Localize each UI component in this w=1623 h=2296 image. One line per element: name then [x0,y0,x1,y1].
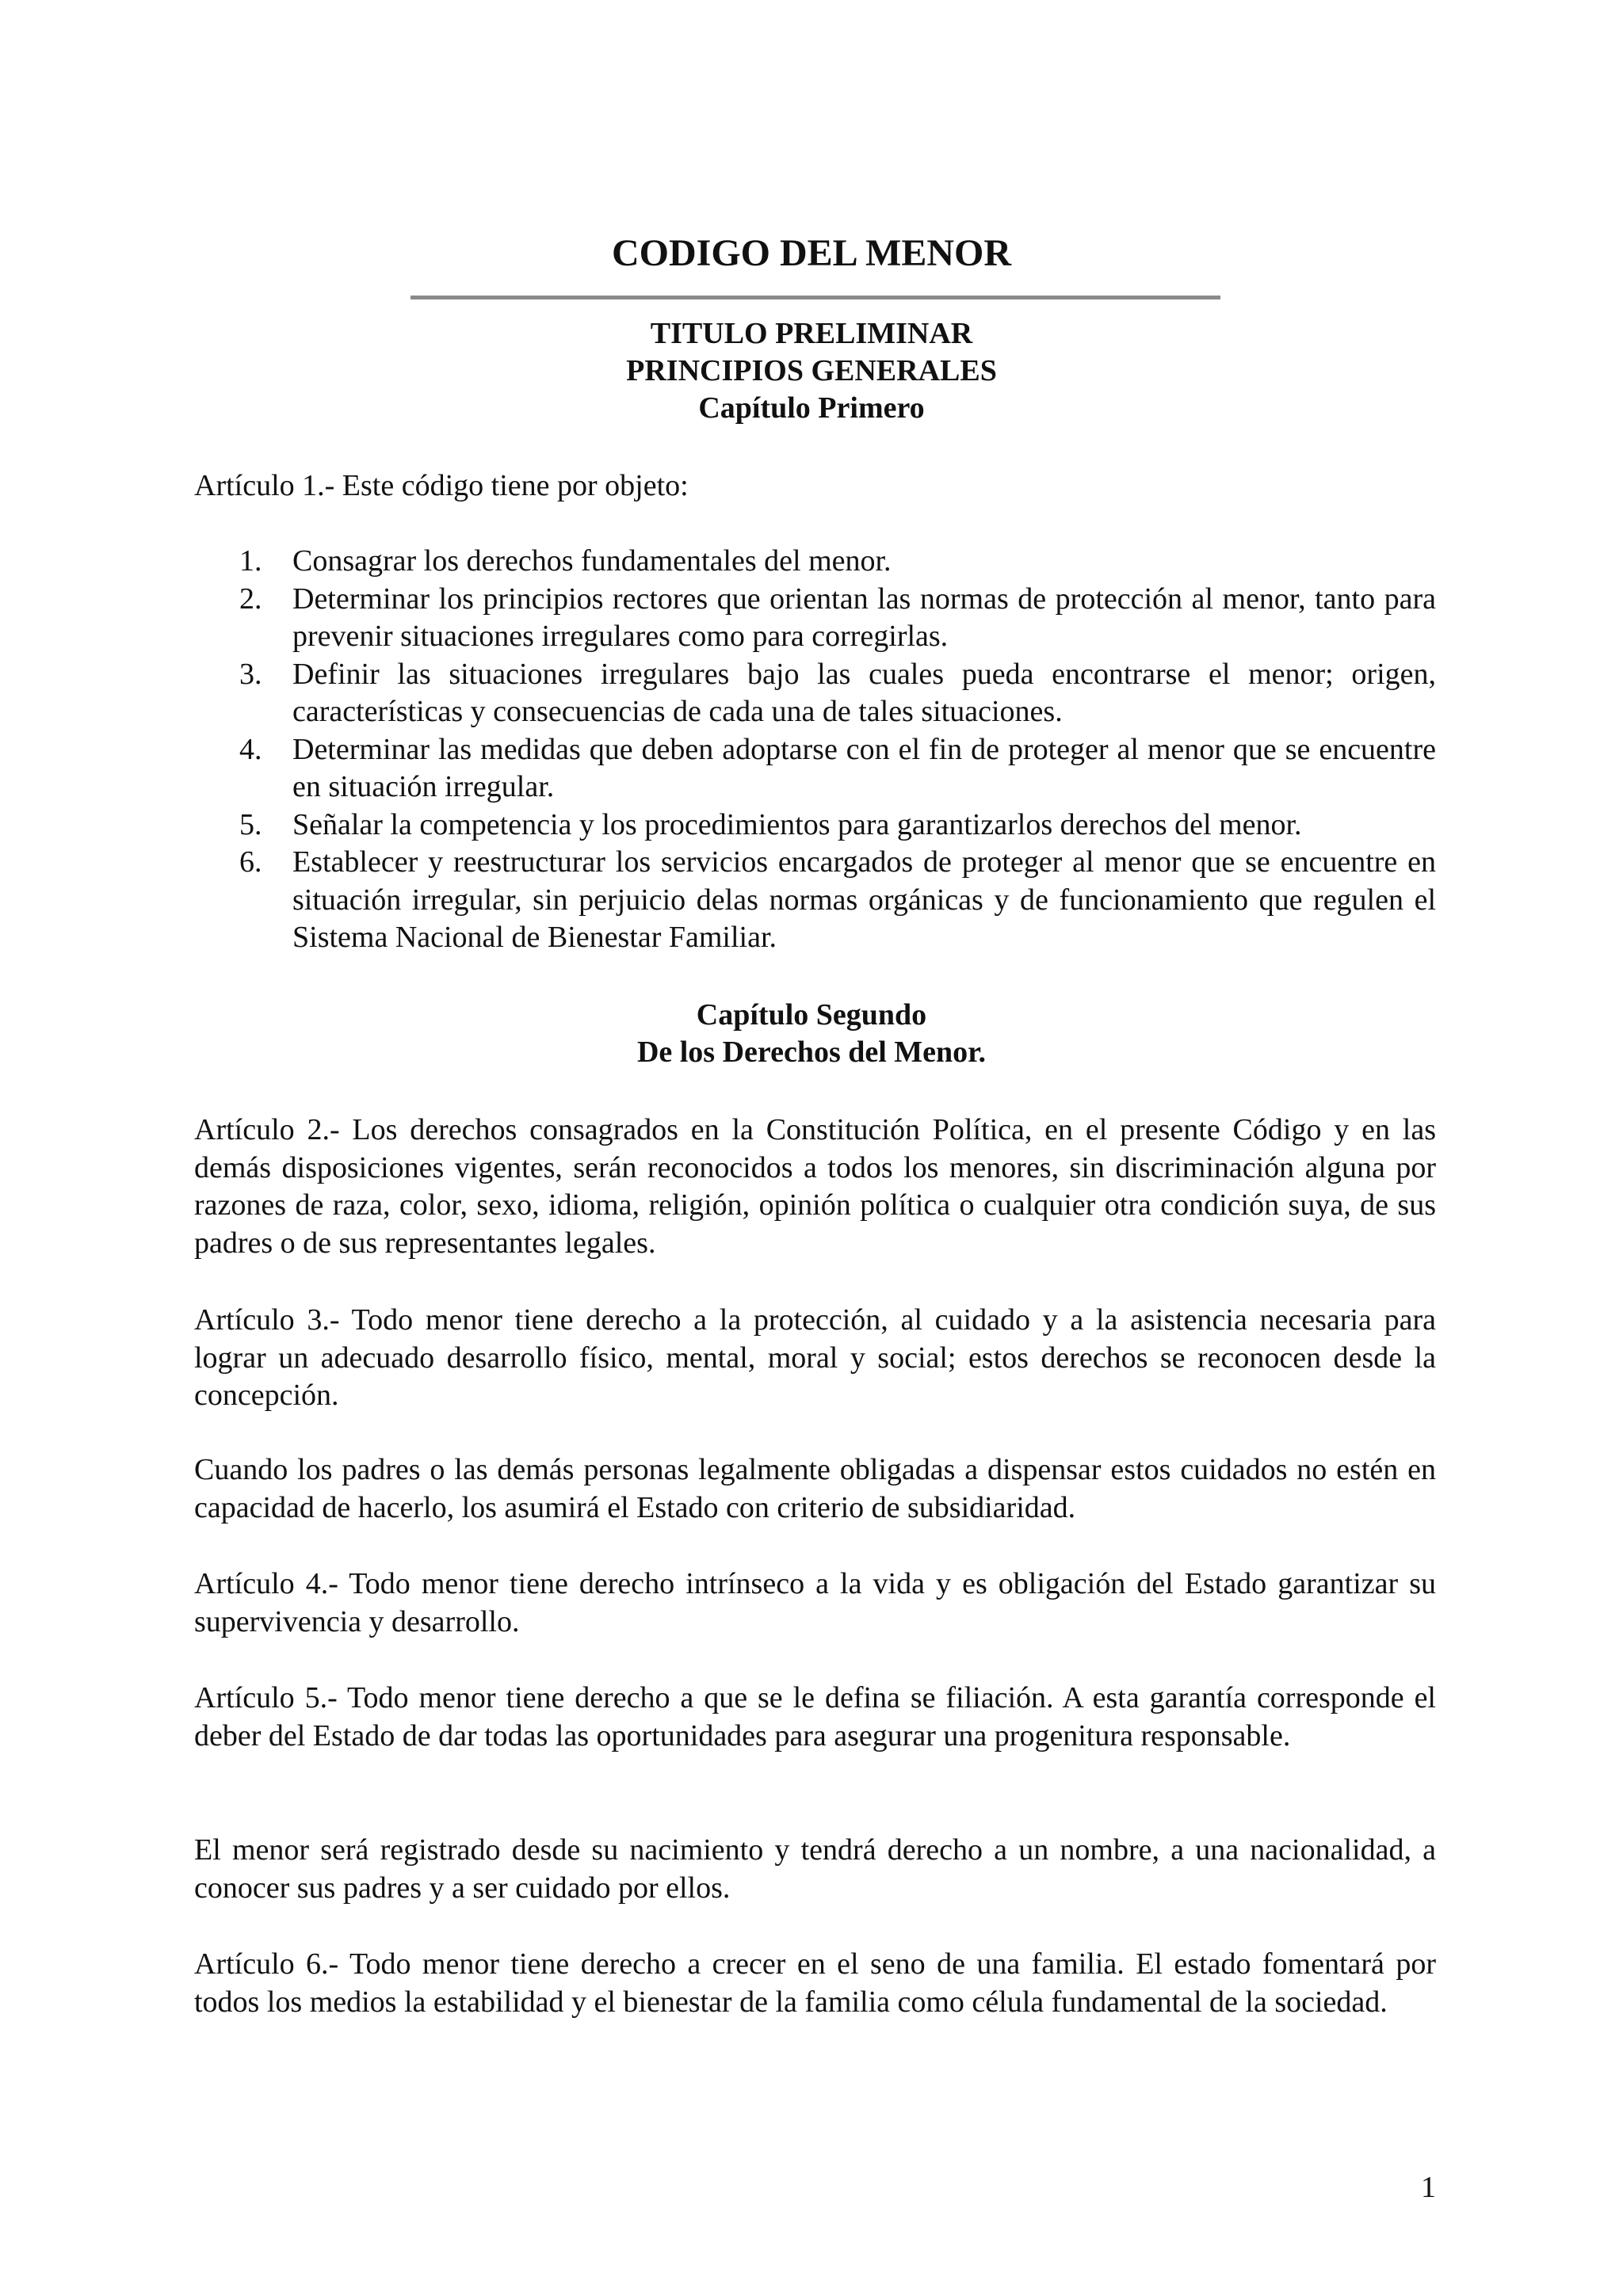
article-3-text: Artículo 3.- Todo menor tiene derecho a la protección, al cuidado y a la asistencia necesaria para lograr un adecuado desarrollo físico, mental, moral y social; estos derechos se reconocen desde la concepción. [194,1303,1436,1412]
list-item-number: 3. [239,657,262,691]
article-1-intro [194,467,1436,505]
heading-capitulo-primero: Capítulo Primero [698,391,925,425]
list-item-text: Definir las situaciones irregulares bajo las cuales pueda encontrarse el menor; origen, características y consecuencias de cada una de tales situaciones. [292,657,1436,728]
list-item [194,543,1436,581]
article-2 [194,1112,1436,1262]
article-1-list [194,543,1436,957]
list-item-text: Señalar la competencia y los procedimientos para garantizarlos derechos del menor. [292,807,1302,841]
chapter-2-heading [0,997,1623,1071]
list-item-text: Establecer y reestructurar los servicios encargados de proteger al menor que se encuentre en situación irregular, sin perjuicio delas normas orgánicas y de funcionamiento que regulen el Sistema Nacional de Bienestar Familiar. [292,845,1436,954]
document-title: CODIGO DEL MENOR [611,232,1012,274]
page-number: 1 [1421,2171,1436,2204]
article-5-text: Artículo 5.- Todo menor tiene derecho a que se le defina se filiación. A esta garantía corresponde el deber del Estado de dar todas las oportunidades para asegurar una progenitura responsable. [194,1681,1436,1753]
list-item-text: Consagrar los derechos fundamentales del menor. [292,544,892,578]
article-1-intro-text: Artículo 1.- Este código tiene por objeto: [194,469,689,502]
article-5-continuation-text: El menor será registrado desde su nacimiento y tendrá derecho a un nombre, a una nacionalidad, a conocer sus padres y a ser cuidado por ellos. [194,1833,1436,1905]
list-item [194,807,1436,845]
title-divider [411,296,1220,299]
list-item [194,581,1436,656]
article-5 [194,1680,1436,1755]
list-item-number: 2. [239,582,262,616]
heading-capitulo-segundo: Capítulo Segundo [696,998,927,1032]
article-5-continuation [194,1832,1436,1907]
heading-principios: PRINCIPIOS GENERALES [626,354,997,387]
article-6 [194,1946,1436,2021]
list-item-number: 6. [239,845,262,879]
list-item-text: Determinar las medidas que deben adoptarse con el fin de proteger al menor que se encuentre en situación irregular. [292,732,1436,803]
article-4 [194,1566,1436,1641]
article-6-text: Artículo 6.- Todo menor tiene derecho a crecer en el seno de una familia. El estado fomentará por todos los medios la estabilidad y el bienestar de la familia como célula fundamental de la sociedad. [194,1947,1436,2019]
list-item-number: 4. [239,732,262,766]
list-item [194,731,1436,807]
list-item-number: 5. [239,807,262,841]
article-3 [194,1302,1436,1415]
article-3-continuation-text: Cuando los padres o las demás personas legalmente obligadas a dispensar estos cuidados no estén en capacidad de hacerlo, los asumirá el Estado con criterio de subsidiaridad. [194,1453,1436,1524]
list-item-text: Determinar los principios rectores que orientan las normas de protección al menor, tanto para prevenir situaciones irregulares como para corregirlas. [292,582,1436,653]
heading-derechos-menor: De los Derechos del Menor. [636,1035,987,1069]
list-item [194,656,1436,731]
heading-titulo: TITULO PRELIMINAR [650,317,973,350]
list-item [194,844,1436,957]
article-4-text: Artículo 4.- Todo menor tiene derecho intrínseco a la vida y es obligación del Estado garantizar su supervivencia y desarrollo. [194,1567,1436,1638]
list-item-number: 1. [239,544,262,578]
article-3-continuation [194,1451,1436,1527]
article-2-text: Artículo 2.- Los derechos consagrados en la Constitución Política, en el presente Código y en las demás disposiciones vigentes, serán reconocidos a todos los menores, sin discriminación alguna por razones de raza, color, sexo, idioma, religión, opinión política o cualquier otra condición suya, de sus padres o de sus representantes legales. [194,1113,1436,1260]
preliminary-heading [0,315,1623,427]
